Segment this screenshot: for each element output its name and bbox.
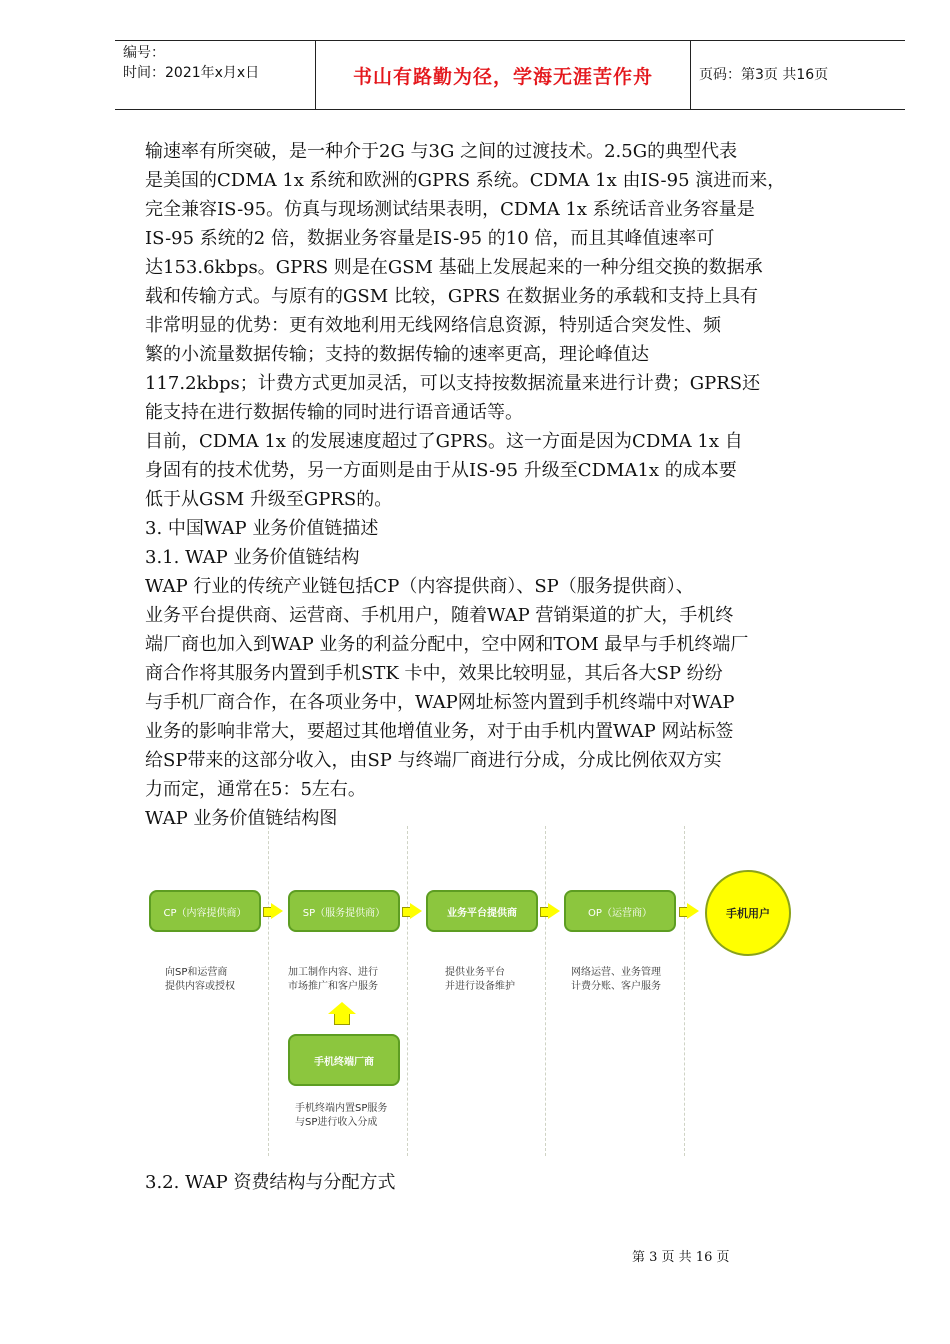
desc-line: 市场推广和客户服务 [288,981,378,992]
maker-label: 手机终端厂商 [314,1056,374,1068]
text-line: 完全兼容IS-95。仿真与现场测试结果表明，CDMA 1x 系统话音业务容量是 [145,199,755,220]
text-line: 输速率有所突破，是一种介于2G 与3G 之间的过渡技术。2.5G的典型代表 [145,141,738,162]
arrow-up-icon [328,1002,356,1014]
user-circle [705,870,791,956]
header-motto-cell [316,41,691,109]
text-line: 目前，CDMA 1x 的发展速度超过了GPRS。这一方面是因为CDMA 1x 自 [145,431,743,452]
text-line: 低于从GSM 升级至GPRS的。 [145,489,393,510]
desc-line: 提供内容或授权 [165,981,235,992]
page-label: 页码：第3页 共16页 [699,67,829,83]
text-line: 身固有的技术优势，另一方面则是由于从IS-95 升级至CDMA1x 的成本要 [145,460,737,481]
desc-line: 提供业务平台 [445,967,505,978]
divider [684,826,685,1156]
platform-box [426,890,538,932]
text-line: IS-95 系统的2 倍，数据业务容量是IS-95 的10 倍，而且其峰值速率可 [145,228,715,249]
platform-description [445,966,515,994]
text-line: WAP 行业的传统产业链包括CP（内容提供商）、SP（服务提供商）、 [145,576,694,597]
arrow-up-icon [334,1014,350,1025]
motto: 书山有路勤为径，学海无涯苦作舟 [352,65,653,88]
arrow-right-icon [410,903,422,919]
arrow-right-icon [548,903,560,919]
maker-box [288,1034,400,1086]
section-heading-3: 3. 中国WAP 业务价值链描述 [145,518,379,539]
number-label: 编号： [123,45,165,61]
header-meta [115,41,316,109]
cp-description [165,966,235,994]
text-line: 给SP带来的这部分收入，由SP 与终端厂商进行分成，分成比例依双方实 [145,750,722,771]
op-box [564,890,676,932]
sp-box [288,890,400,932]
section-heading-3-1: 3.1. WAP 业务价值链结构 [145,547,360,568]
sp-label: SP（服务提供商） [302,907,386,919]
desc-line: 手机终端内置SP服务 [295,1103,388,1114]
arrow-right-icon [271,903,283,919]
text-line: 商合作将其服务内置到手机STK 卡中，效果比较明显，其后各大SP 纷纷 [145,663,723,684]
maker-description [295,1102,387,1130]
header-page-cell [691,41,905,109]
sp-description [288,966,378,994]
user-label: 手机用户 [726,907,770,920]
desc-line: 向SP和运营商 [165,967,228,978]
value-chain-diagram [145,826,850,1156]
page-footer: 第 3 页 共 16 页 [632,1250,730,1265]
text-line: 繁的小流量数据传输；支持的数据传输的速率更高，理论峰值达 [145,344,649,365]
text-line: 能支持在进行数据传输的同时进行语音通话等。 [145,402,523,423]
section-heading-3-2: 3.2. WAP 资费结构与分配方式 [145,1172,396,1193]
text-line: 与手机厂商合作，在各项业务中，WAP网址标签内置到手机终端中对WAP [145,692,735,713]
divider [407,826,408,1156]
desc-line: 并进行设备维护 [445,981,515,992]
text-line: 117.2kbps；计费方式更加灵活，可以支持按数据流量来进行计费；GPRS还 [145,373,761,394]
desc-line: 计费分账、客户服务 [571,981,661,992]
text-line: 端厂商也加入到WAP 业务的利益分配中，空中网和TOM 最早与手机终端厂 [145,634,749,655]
op-label: OP（运营商） [588,907,652,919]
figure-caption: WAP 业务价值链结构图 [145,808,338,829]
page-header [115,40,905,110]
text-line: 是美国的CDMA 1x 系统和欧洲的GPRS 系统。CDMA 1x 由IS-95 演进而来， [145,170,786,191]
time-label: 时间：2021年x月x日 [123,65,260,81]
desc-line: 与SP进行收入分成 [295,1117,378,1128]
text-line: 达153.6kbps。GPRS 则是在GSM 基础上发展起来的一种分组交换的数据承 [145,257,763,278]
arrow-right-icon [687,903,699,919]
divider [545,826,546,1156]
cp-label: CP（内容提供商） [163,907,247,919]
cp-box [149,890,261,932]
platform-label: 业务平台提供商 [447,907,517,919]
text-line: 力而定，通常在5：5左右。 [145,779,366,800]
divider [268,826,269,1156]
text-line: 非常明显的优势：更有效地利用无线网络信息资源，特别适合突发性、频 [145,315,721,336]
desc-line: 加工制作内容、进行 [288,967,378,978]
desc-line: 网络运营、业务管理 [571,967,661,978]
op-description [571,966,661,994]
text-line: 业务平台提供商、运营商、手机用户，随着WAP 营销渠道的扩大，手机终 [145,605,734,626]
text-line: 业务的影响非常大，要超过其他增值业务，对于由手机内置WAP 网站标签 [145,721,734,742]
text-line: 载和传输方式。与原有的GSM 比较，GPRS 在数据业务的承载和支持上具有 [145,286,758,307]
